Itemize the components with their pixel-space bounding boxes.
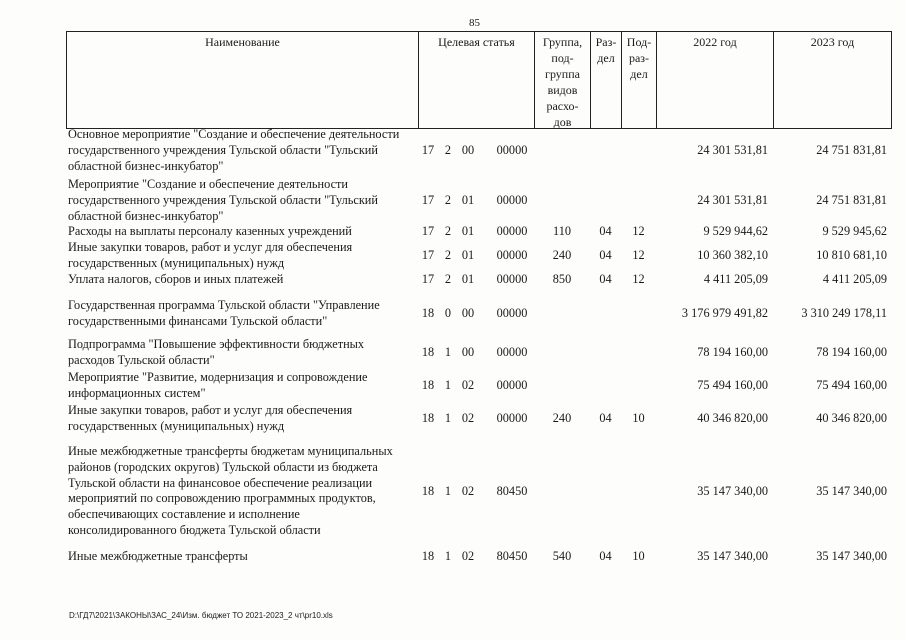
section-code: 04: [599, 410, 612, 425]
table-row: [66, 224, 892, 240]
row-name: Подпрограмма "Повышение эффективности бюджетных расходов Тульской области": [68, 337, 365, 367]
target-code-direction: 00000: [496, 142, 528, 157]
target-code-program: 18: [421, 410, 435, 425]
target-code-direction: 80450: [496, 483, 528, 498]
target-code-subprogram: 2: [444, 192, 452, 207]
row-name: Расходы на выплаты персоналу казенных учреждений: [68, 224, 352, 238]
target-code-subprogram: 1: [444, 377, 452, 392]
target-code-subprogram: 2: [444, 247, 452, 262]
target-code-event: 00: [461, 344, 475, 359]
target-code-subprogram: 1: [444, 410, 452, 425]
amount-2022: 10 360 382,10: [697, 247, 768, 262]
target-code-program: 18: [421, 549, 435, 563]
target-code-direction: 00000: [496, 224, 528, 238]
amount-2023: 75 494 160,00: [816, 377, 887, 392]
target-code-event: 01: [461, 247, 475, 262]
target-code-subprogram: 2: [444, 224, 452, 238]
target-code-event: 00: [461, 142, 475, 157]
section-code: 04: [599, 272, 612, 286]
table-row: [66, 549, 892, 565]
target-code-subprogram: 1: [444, 344, 452, 359]
row-name: Государственная программа Тульской области "Управление государственными финансами Тульской области": [68, 298, 380, 328]
target-code-event: 02: [461, 483, 475, 498]
target-code-event: 02: [461, 549, 475, 563]
target-code-subprogram: 1: [444, 549, 452, 563]
row-name: Мероприятие "Создание и обеспечение деятельности государственного учреждения Тульской области "Тульский областной бизнес-инкубатор": [68, 177, 378, 223]
amount-2022: 24 301 531,81: [697, 142, 768, 157]
amount-2023: 24 751 831,81: [816, 192, 887, 207]
row-name: Иные межбюджетные трансферты бюджетам муниципальных районов (городских округов) Тульской области из бюджета Тульской области на финансовое обеспечение реализации мероприятий по сопровождению программных продуктов, обеспечивающих составление и исполнение консолидированного бюджета Тульской области: [68, 444, 393, 537]
row-name: Иные закупки товаров, работ и услуг для обеспечения государственных (муниципальных) нужд: [68, 240, 353, 270]
table-row: [66, 240, 892, 272]
subsection-code: 10: [632, 410, 645, 425]
target-code-direction: 00000: [496, 305, 528, 320]
table-row: [66, 298, 892, 330]
target-code-direction: 00000: [496, 410, 528, 425]
header-year-2022: 2022 год: [656, 32, 773, 128]
target-code-event: 02: [461, 410, 475, 425]
table-header: [66, 31, 892, 129]
target-code-program: 17: [421, 247, 435, 262]
amount-2022: 9 529 944,62: [703, 224, 768, 238]
subsection-code: 12: [632, 224, 645, 238]
target-code-direction: 00000: [496, 192, 528, 207]
row-name: Уплата налогов, сборов и иных платежей: [68, 272, 284, 286]
amount-2022: 35 147 340,00: [697, 483, 768, 498]
amount-2023: 10 810 681,10: [816, 247, 887, 262]
section-code: 04: [599, 247, 612, 262]
target-code-event: 01: [461, 272, 475, 286]
header-year-2023: 2023 год: [773, 32, 892, 128]
target-code-event: 00: [461, 305, 475, 320]
amount-2022: 4 411 205,09: [703, 272, 768, 286]
section-code: 04: [599, 224, 612, 238]
amount-2022: 3 176 979 491,82: [681, 305, 768, 320]
table-row: [66, 127, 892, 174]
amount-2023: 35 147 340,00: [816, 483, 887, 498]
target-code-direction: 80450: [496, 549, 528, 563]
subsection-code: 10: [632, 549, 645, 563]
page-number: 85: [469, 17, 480, 29]
expense-group: 850: [552, 272, 572, 286]
table-row: [66, 272, 892, 288]
target-code-program: 17: [421, 272, 435, 286]
target-code-subprogram: 1: [444, 483, 452, 498]
amount-2023: 4 411 205,09: [822, 272, 887, 286]
table-row: [66, 337, 892, 369]
header-subsection: Под- раз- дел: [621, 32, 656, 128]
target-code-direction: 00000: [496, 377, 528, 392]
table-row: [66, 403, 892, 435]
target-code-direction: 00000: [496, 272, 528, 286]
target-code-direction: 00000: [496, 344, 528, 359]
table-row: [66, 177, 892, 224]
row-name: Основное мероприятие "Создание и обеспечение деятельности государственного учреждения Тульской области "Тульский областной бизнес-инкубатор": [68, 127, 400, 173]
table-row: [66, 370, 892, 402]
target-code-event: 02: [461, 377, 475, 392]
header-section: Раз- дел: [590, 32, 621, 128]
target-code-subprogram: 2: [444, 142, 452, 157]
amount-2022: 24 301 531,81: [697, 192, 768, 207]
budget-table: [66, 31, 892, 129]
amount-2023: 78 194 160,00: [816, 344, 887, 359]
target-code-program: 18: [421, 483, 435, 498]
row-name: Мероприятие "Развитие, модернизация и сопровождение информационных систем": [68, 370, 368, 400]
subsection-code: 12: [632, 247, 645, 262]
table-row: [66, 444, 892, 539]
amount-2023: 40 346 820,00: [816, 410, 887, 425]
expense-group: 540: [552, 549, 572, 563]
amount-2023: 35 147 340,00: [816, 549, 887, 563]
row-name: Иные межбюджетные трансферты: [68, 549, 248, 563]
target-code-subprogram: 2: [444, 272, 452, 286]
amount-2022: 35 147 340,00: [697, 549, 768, 563]
target-code-program: 18: [421, 377, 435, 392]
header-name: Наименование: [66, 32, 418, 128]
amount-2022: 78 194 160,00: [697, 344, 768, 359]
expense-group: 240: [552, 247, 572, 262]
target-code-direction: 00000: [496, 247, 528, 262]
target-code-program: 18: [421, 305, 435, 320]
file-path: D:\ГД7\2021\ЗАКОНЫ\ЗАС_24\Изм. бюджет ТО 2021-2023_2 чт\pr10.xls: [69, 611, 333, 620]
amount-2023: 24 751 831,81: [816, 142, 887, 157]
target-code-subprogram: 0: [444, 305, 452, 320]
expense-group: 240: [552, 410, 572, 425]
target-code-event: 01: [461, 224, 475, 238]
expense-group: 110: [553, 224, 571, 238]
amount-2023: 3 310 249 178,11: [801, 305, 887, 320]
row-name: Иные закупки товаров, работ и услуг для обеспечения государственных (муниципальных) нужд: [68, 403, 353, 433]
target-code-program: 18: [421, 344, 435, 359]
subsection-code: 12: [632, 272, 645, 286]
amount-2023: 9 529 945,62: [822, 224, 887, 238]
header-group: Группа, под- группа видов расхо- дов: [534, 32, 590, 128]
target-code-program: 17: [421, 142, 435, 157]
amount-2022: 75 494 160,00: [697, 377, 768, 392]
header-target: Целевая статья: [418, 32, 534, 128]
target-code-event: 01: [461, 192, 475, 207]
amount-2022: 40 346 820,00: [697, 410, 768, 425]
target-code-program: 17: [421, 192, 435, 207]
target-code-program: 17: [421, 224, 435, 238]
section-code: 04: [599, 549, 612, 563]
